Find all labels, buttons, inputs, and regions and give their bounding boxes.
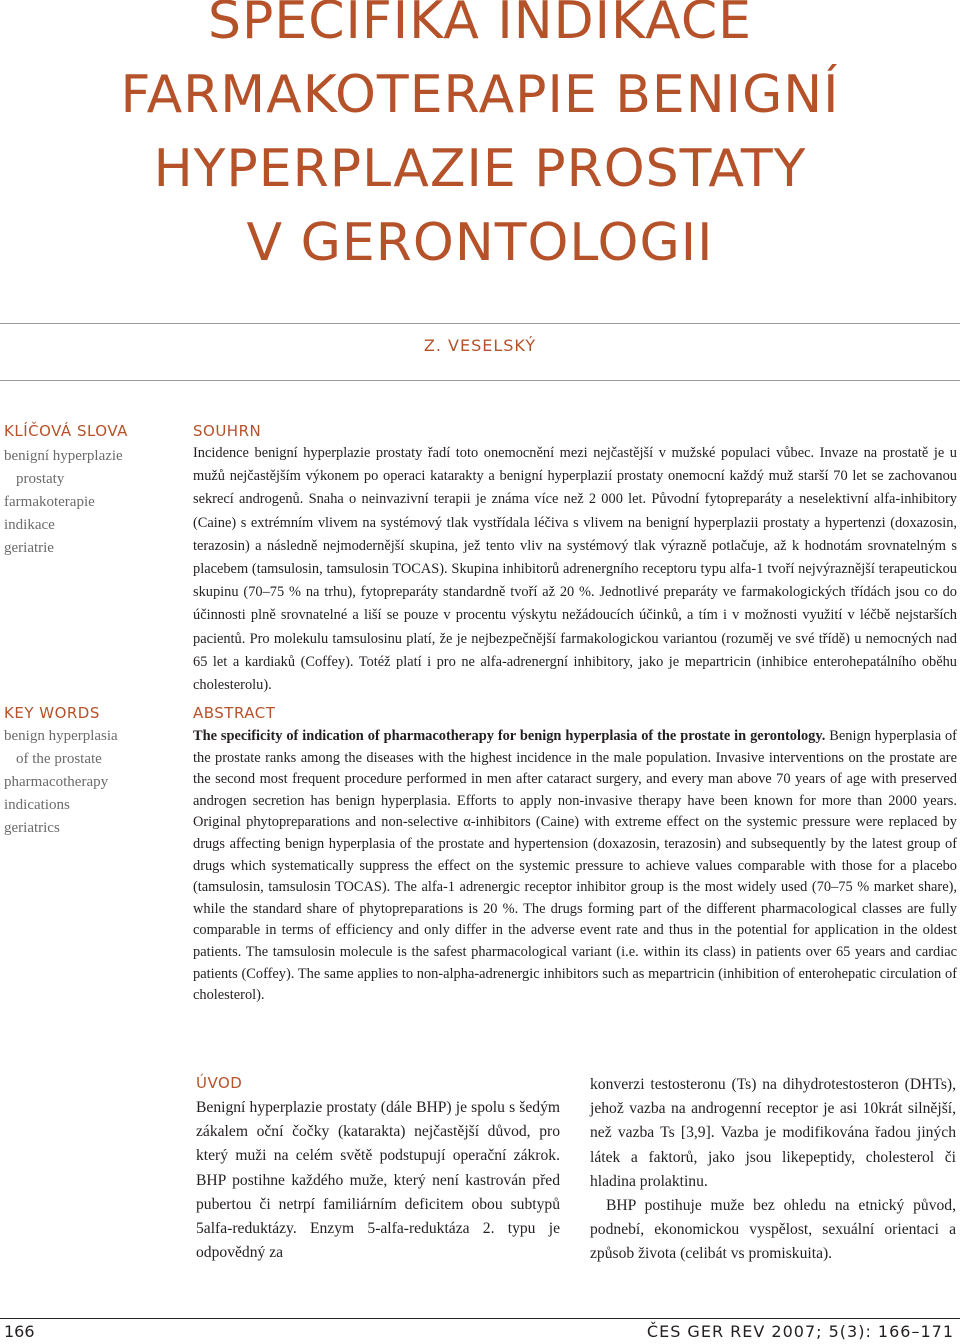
keyword-item: geriatrics [4,820,60,836]
keywords-cz-heading: KLÍČOVÁ SLOVA [4,422,128,440]
intro-paragraph: konverzi testosteronu (Ts) na dihydrotestosteron (DHTs), jehož vazba na androgenní receptor je asi 10krát silnější, než vazba Ts [3,9]. Vazba je modifikována řadou jiných látek a faktorů, jako jsou likepeptidy, cholesterol či hladina prolaktinu. [590,1076,956,1190]
author-name: Z. VESELSKÝ [423,336,537,355]
abstract-text: Benign hyperplasia of the prostate ranks among the diseases with the highest incidence in the male population. Invasive interventions on the prostate are the second most frequent procedure performed in men after cataract surgery, and every man above 70 years of age with preserved androgen secretion has benign hyperplasia. Efforts to apply non-invasive therapy have been known for more than 2000 years. Original phytopreparations and non-selective α-inhibitors (Caine) with extreme effect on the systemic pressure were replaced by drugs affecting benign hyperplasia of the prostate and hypertension (doxazosin, terazosin) and subsequently by the latest group of drugs which systematically suppress the effect on the systemic pressure to achieve values comparable with those for a placebo (tamsulosin, tamsulosin TOCAS). The alfa-1 adrenergic receptor inhibitor group is the most widely used (70–75 % market share), while the standard share of phytopreparations is 20 %. The drugs forming part of the different pharmacological classes are fully comparable in terms of efficiency and only differ in the adverse event rate and thus in the potential for application in the oldest patients. The tamsulosin molecule is the safest pharmacological variant (i.e. within its class) in patients over 65 years and cardiac patients (Coffey). The same applies to non-alpha-adrenergic inhibitors such as mepartricin (inhibition of enterohepatic circulation of cholesterol). [193,728,957,1004]
abstract-heading: ABSTRACT [193,704,276,722]
intro-paragraph: BHP postihuje muže bez ohledu na etnický původ, podnebí, ekonomickou vyspělost, sexuální orientaci a způsob života (celibát vs promiskuita). [590,1197,956,1263]
title-line-2: FARMAKOTERAPIE BENIGNÍ [120,65,840,125]
keyword-item: indications [4,797,70,813]
intro-column-2 [590,1073,956,1267]
keywords-en-list [4,725,164,840]
title-divider [0,323,960,324]
keyword-item: indikace [4,517,55,533]
keyword-item: benign hyperplasia [4,728,118,744]
title-line-3: HYPERPLAZIE PROSTATY [153,139,807,199]
keyword-item: geriatrie [4,540,54,556]
keyword-item: benigní hyperplazie [4,448,123,464]
abstract-title: The specificity of indication of pharmacotherapy for benign hyperplasia of the prostate in gerontology. [193,728,826,744]
summary-text: Incidence benigní hyperplazie prostaty řadí toto onemocnění mezi nejčastější v mužské populaci vůbec. Invaze na prostatě je u mužů nejčastějším výkonem po operaci katarakty a benigní hyperplazií prostaty onemocní každý muž starší 70 let se zachovanou sekrecí androgenů. Snaha o neinvazivní terapii je známa více než 2 000 let. Původní fytopreparáty a neselektivní alfa-inhibitory (Caine) s extrémním vlivem na systémový tlak vystřídala léčiva s vlivem na benigní hyperplazii prostaty a hypertenzi (doxazosin, terazosin) a následně nejmodernější skupina, jež tento vliv na systémový tlak výrazně potlačuje, až k hodnotám srovnatelným s placebem (tamsulosin, tamsulosin TOCAS). Skupina inhibitorů adrenergního receptoru typu alfa-1 tvoří nejvýraznější terapeutickou skupinu (70–75 % na trhu), fytopreparáty standardně tvoří až 20 %. Jednotlivé preparáty ve farmakologických třídách jsou co do účinnosti plně srovnatelné a liší se pouze v procentu výskytu nežádoucích účinků, a tím i v možnosti využití v léčbě nejstarších pacientů. Pro molekulu tamsulosinu platí, že je nejbezpečnější farmakologickou variantou (rozuměj ve své třídě) u nemocných nad 65 let a kardiaků (Coffey). Totéž platí i pro ne alfa-adrenergní inhibitory, jako je mepartricin (inhibice enterohepatálního oběhu cholesterolu). [193,445,957,694]
footer-divider [0,1318,960,1319]
keyword-item: prostaty [16,471,65,487]
keyword-item: pharmacotherapy [4,774,109,790]
keyword-item: farmakoterapie [4,494,95,510]
journal-citation: ČES GER REV 2007; 5(3): 166–171 [646,1322,954,1341]
title-line-4: V GERONTOLOGII [246,213,714,273]
keywords-cz-list [4,445,164,560]
keywords-en-heading: KEY WORDS [4,704,100,722]
page-number: 166 [4,1322,35,1341]
keyword-item: of the prostate [16,751,102,767]
title-line-1: SPECIFIKA INDIKACE [207,0,753,51]
intro-column-1 [196,1096,560,1265]
author-divider [0,380,960,381]
intro-paragraph: Benigní hyperplazie prostaty (dále BHP) je spolu s šedým zákalem oční čočky (katarakta) nejčastější důvod, pro který muži na celém světě podstupují operační zákrok. BHP postihne každého muže, který není kastrován před pubertou či netrpí familiárním deficitem obou subtypů 5alfa-reduktázy. Enzym 5-alfa-reduktáza 2. typu je odpovědný za [196,1099,560,1262]
intro-heading: ÚVOD [196,1074,243,1092]
summary-heading: SOUHRN [193,422,262,440]
abstract-body [193,726,957,1007]
